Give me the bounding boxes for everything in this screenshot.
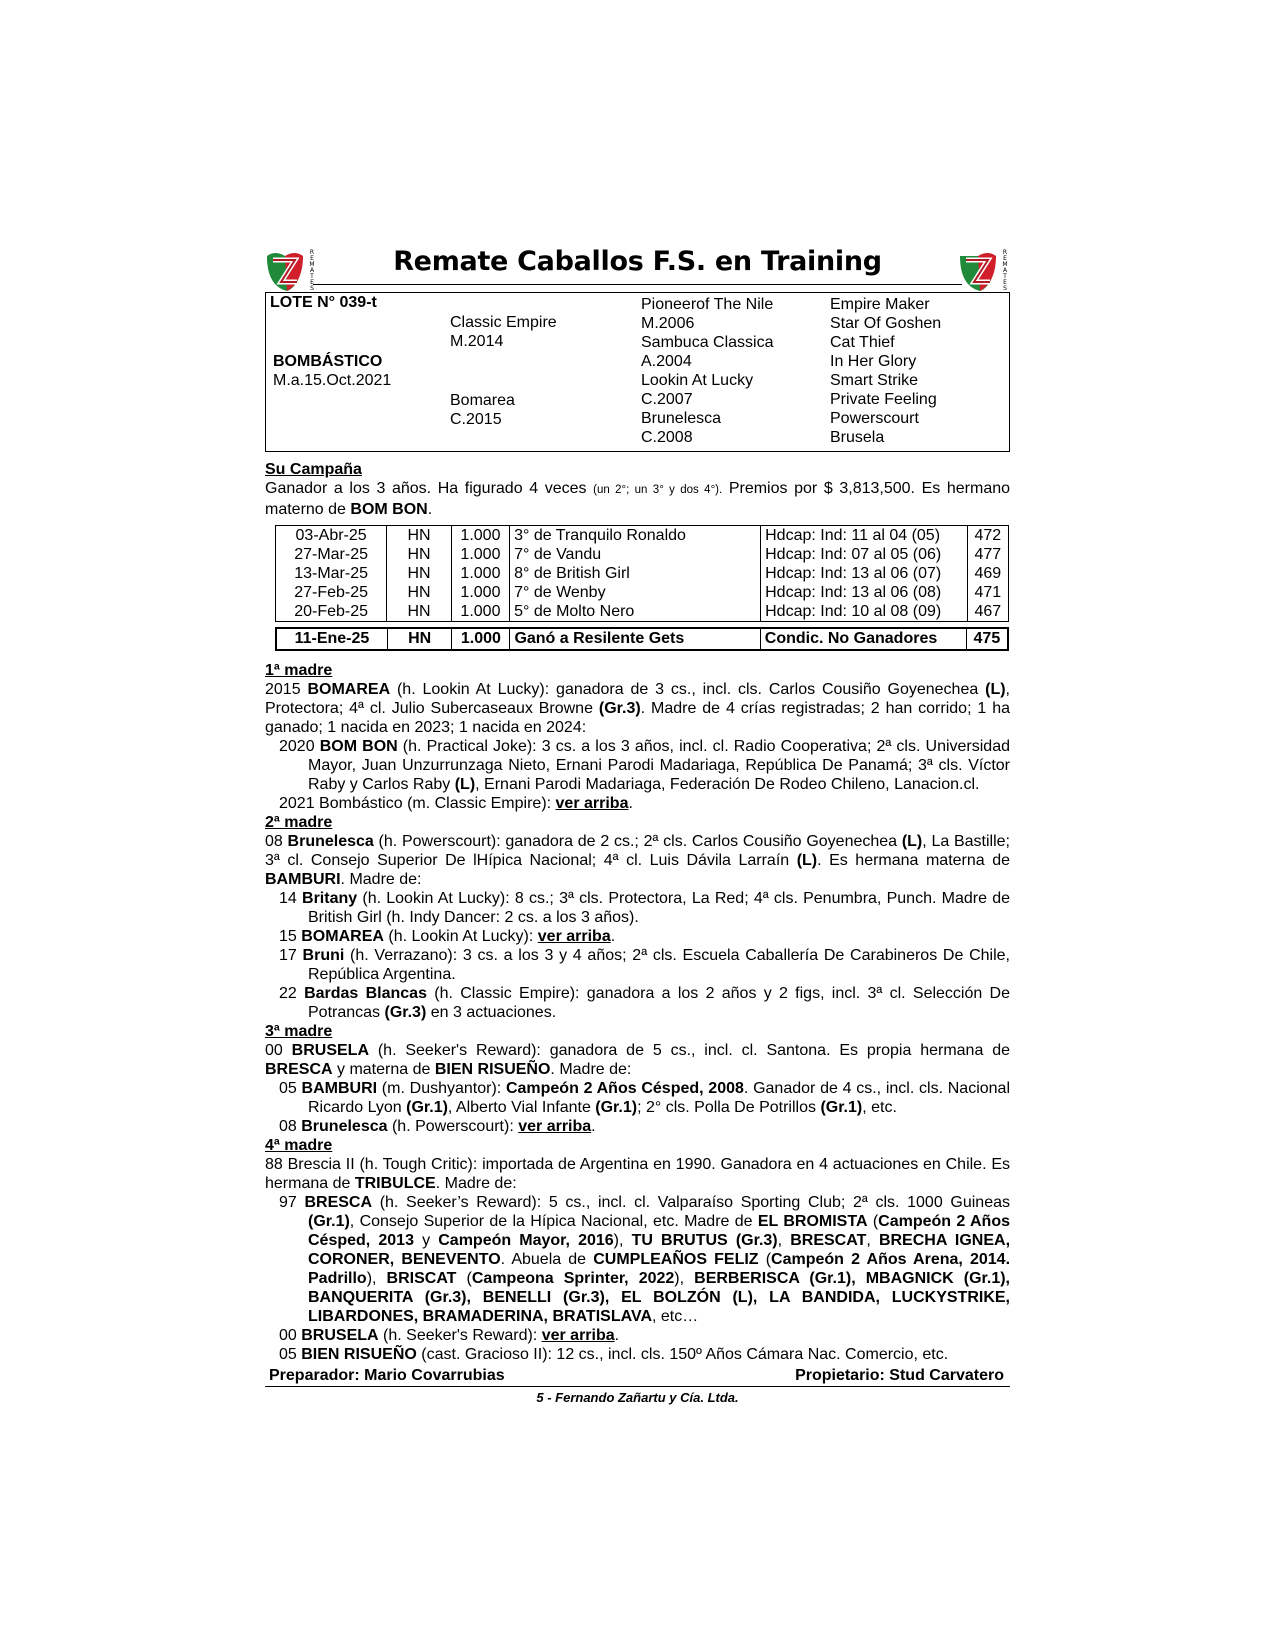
svg-text:S: S: [310, 285, 314, 292]
lot-number: LOTE N° 039-t: [270, 294, 377, 311]
see-above-link[interactable]: ver arriba: [541, 1327, 615, 1344]
table-row: 27-Feb-25 HN 1.000 7° de Wenby Hdcap: Ind: 13 al 06 (08) 471: [276, 583, 1009, 602]
list-item: 05 BIEN RISUEÑO (cast. Gracioso II): 12 cs., incl. cls. 150º Años Cámara Nac. Comercio, etc.: [279, 1346, 949, 1363]
ped-gen2-3: A.2004: [641, 353, 692, 370]
win-row-table: [275, 627, 1009, 651]
madre3-text: 00 BRUSELA (h. Seeker's Reward): ganadora de 5 cs., incl. cl. Santona. Es propia hermana de BRESCA y materna de BIEN RISUEÑO. Madre de:: [265, 1042, 1010, 1078]
svg-text:E: E: [310, 279, 314, 286]
horse-name: BOMBÁSTICO: [273, 353, 383, 370]
see-above-link[interactable]: ver arriba: [555, 795, 629, 812]
ped-gen3-7: Brusela: [830, 429, 885, 446]
table-row: 03-Abr-25 HN 1.000 3° de Tranquilo Ronaldo Hdcap: Ind: 11 al 04 (05) 472: [276, 526, 1009, 546]
madre1-heading: 1ª madre: [265, 662, 333, 679]
svg-text:R: R: [309, 249, 315, 256]
svg-text:M: M: [1002, 261, 1008, 268]
ped-gen2-6: Brunelesca: [641, 410, 722, 427]
race-table: [275, 525, 1009, 622]
madre4-heading: 4ª madre: [265, 1137, 333, 1154]
remates-logo-icon: [265, 246, 317, 292]
table-row: 13-Mar-25 HN 1.000 8° de British Girl Hdcap: Ind: 13 al 06 (07) 469: [276, 564, 1009, 583]
list-item: 08 Brunelesca (h. Powerscourt): ver arriba.: [279, 1118, 596, 1135]
ped-gen3-0: Empire Maker: [830, 296, 930, 313]
header-rule: [313, 284, 962, 285]
campaign-section: [265, 460, 1010, 519]
madre3-section: [265, 1022, 1010, 1136]
list-item: 14 Britany (h. Lookin At Lucky): 8 cs.; 3ª cls. Protectora, La Red; 4ª cls. Penumbra, Punch. Madre de British Girl (h. Indy Dancer: 2 cs. a los 3 años).: [279, 890, 1010, 926]
svg-text:M: M: [309, 261, 315, 268]
svg-text:A: A: [1002, 267, 1008, 274]
ped-gen2-0: Pioneerof The Nile: [641, 296, 774, 313]
dam-name: Bomarea: [450, 392, 515, 409]
svg-text:R: R: [1002, 249, 1008, 256]
see-above-link[interactable]: ver arriba: [537, 928, 611, 945]
list-item: 2020 BOM BON (h. Practical Joke): 3 cs. a los 3 años, incl. cl. Radio Cooperativa; 2ª cls. Universidad Mayor, Juan Unzurrunzaga Nieto, Ernani Parodi Madariaga, República De Panamá; 3ª cls. Víctor Raby y Carlos Raby (L), Ernani Parodi Madariaga, Federación De Rodeo Chileno, Lanacion.cl.: [279, 738, 1011, 793]
svg-text:T: T: [1003, 273, 1007, 280]
trainer-label: Preparador: Mario Covarrubias: [269, 1367, 505, 1384]
list-item: 2021 Bombástico (m. Classic Empire): ver arriba.: [279, 795, 633, 812]
ped-gen3-5: Private Feeling: [830, 391, 937, 408]
table-row: 27-Mar-25 HN 1.000 7° de Vandu Hdcap: Ind: 07 al 05 (06) 477: [276, 545, 1009, 564]
sire-info: M.2014: [450, 333, 504, 350]
svg-text:S: S: [1003, 285, 1007, 292]
owner-label: Propietario: Stud Carvatero: [795, 1367, 1004, 1384]
ped-gen2-4: Lookin At Lucky: [641, 372, 754, 389]
svg-text:T: T: [310, 273, 314, 280]
list-item: 05 BAMBURI (m. Dushyantor): Campeón 2 Años Césped, 2008. Ganador de 4 cs., incl. cls. Nacional Ricardo Lyon (Gr.1), Alberto Vial Infante (Gr.1); 2° cls. Polla De Potrillos (Gr.1), etc.: [279, 1080, 1010, 1116]
page-footer: [265, 1366, 1010, 1387]
table-row: 11-Ene-25 HN 1.000 Ganó a Resilente Gets Condic. No Ganadores 475: [276, 628, 1008, 650]
catalog-page: [265, 240, 1010, 1405]
campaign-heading: Su Campaña: [265, 461, 362, 478]
ped-gen2-5: C.2007: [641, 391, 693, 408]
ped-gen2-7: C.2008: [641, 429, 693, 446]
madre2-section: [265, 813, 1010, 1022]
ped-gen2-1: M.2006: [641, 315, 695, 332]
horse-info: M.a.15.Oct.2021: [273, 372, 392, 389]
svg-text:E: E: [1003, 279, 1007, 286]
list-item: 17 Bruni (h. Verrazano): 3 cs. a los 3 y 4 años; 2ª cls. Escuela Caballería De Carabineros De Chile, República Argentina.: [279, 947, 1011, 983]
page-number: 5 - Fernando Zañartu y Cía. Ltda.: [536, 1390, 739, 1405]
madre1-text: 2015 BOMAREA (h. Lookin At Lucky): ganadora de 3 cs., incl. cls. Carlos Cousiño Goyenechea (L), Protectora; 4ª cl. Julio Subercaseaux Browne (Gr.3). Madre de 4 crías registradas; 2 han corrido; 1 ha ganado; 1 nacida en 2023; 1 nacida en 2024:: [265, 681, 1010, 736]
madre4-section: [265, 1136, 1010, 1364]
sire-name: Classic Empire: [450, 314, 557, 331]
madre2-heading: 2ª madre: [265, 814, 333, 831]
table-row: 20-Feb-25 HN 1.000 5° de Molto Nero Hdcap: Ind: 10 al 08 (09) 467: [276, 602, 1009, 622]
see-above-link[interactable]: ver arriba: [518, 1118, 592, 1135]
madre2-text: 08 Brunelesca (h. Powerscourt): ganadora de 2 cs.; 2ª cls. Carlos Cousiño Goyenechea (L), La Bastille; 3ª cl. Consejo Superior De lHípica Nacional; 4ª cl. Luis Dávila Larraín (L). Es hermana materna de BAMBURI. Madre de:: [265, 833, 1011, 888]
remates-logo-icon: [958, 246, 1010, 292]
pedigree-box: [265, 292, 1010, 452]
page-header: [265, 240, 1010, 292]
ped-gen3-1: Star Of Goshen: [830, 315, 942, 332]
list-item: 00 BRUSELA (h. Seeker's Reward): ver arriba.: [279, 1327, 620, 1344]
list-item: 97 BRESCA (h. Seeker’s Reward): 5 cs., incl. cl. Valparaíso Sporting Club; 2ª cls. 1000 Guineas (Gr.1), Consejo Superior de la Hípica Nacional, etc. Madre de EL BROMISTA (Campeón 2 Años Césped, 2013 y Campeón Mayor, 2016), TU BRUTUS (Gr.3), BRESCAT, BRECHA IGNEA, CORONER, BENEVENTO. Abuela de CUMPLEAÑOS FELIZ (Campeón 2 Años Arena, 2014. Padrillo), BRISCAT (Campeona Sprinter, 2022), BERBERISCA (Gr.1), MBAGNICK (Gr.1), BANQUERITA (Gr.3), BENELLI (Gr.3), EL BOLZÓN (L), LA BANDIDA, LUCKYSTRIKE, LIBARDONES, BRAMADERINA, BRATISLAVA, etc…: [279, 1194, 1011, 1325]
list-item: 15 BOMAREA (h. Lookin At Lucky): ver arriba.: [279, 928, 616, 945]
ped-gen3-3: In Her Glory: [830, 353, 917, 370]
madre3-heading: 3ª madre: [265, 1023, 333, 1040]
ped-gen3-2: Cat Thief: [830, 334, 895, 351]
svg-text:E: E: [1003, 255, 1007, 262]
page-title: Remate Caballos F.S. en Training: [393, 246, 882, 277]
madre1-section: [265, 661, 1010, 813]
svg-text:E: E: [310, 255, 314, 262]
ped-gen2-2: Sambuca Classica: [641, 334, 774, 351]
svg-text:A: A: [309, 267, 315, 274]
ped-gen3-6: Powerscourt: [830, 410, 919, 427]
dam-info: C.2015: [450, 411, 502, 428]
ped-gen3-4: Smart Strike: [830, 372, 919, 389]
campaign-text: Ganador a los 3 años. Ha figurado 4 veces (un 2°; un 3° y dos 4°). Premios por $ 3,813,500. Es hermano materno de BOM BON.: [265, 480, 1011, 518]
madre4-text: 88 Brescia II (h. Tough Critic): importada de Argentina en 1990. Ganadora en 4 actuaciones en Chile. Es hermana de TRIBULCE. Madre de:: [265, 1156, 1010, 1192]
list-item: 22 Bardas Blancas (h. Classic Empire): ganadora a los 2 años y 2 figs, incl. 3ª cl. Selección De Potrancas (Gr.3) en 3 actuaciones.: [279, 985, 1011, 1021]
